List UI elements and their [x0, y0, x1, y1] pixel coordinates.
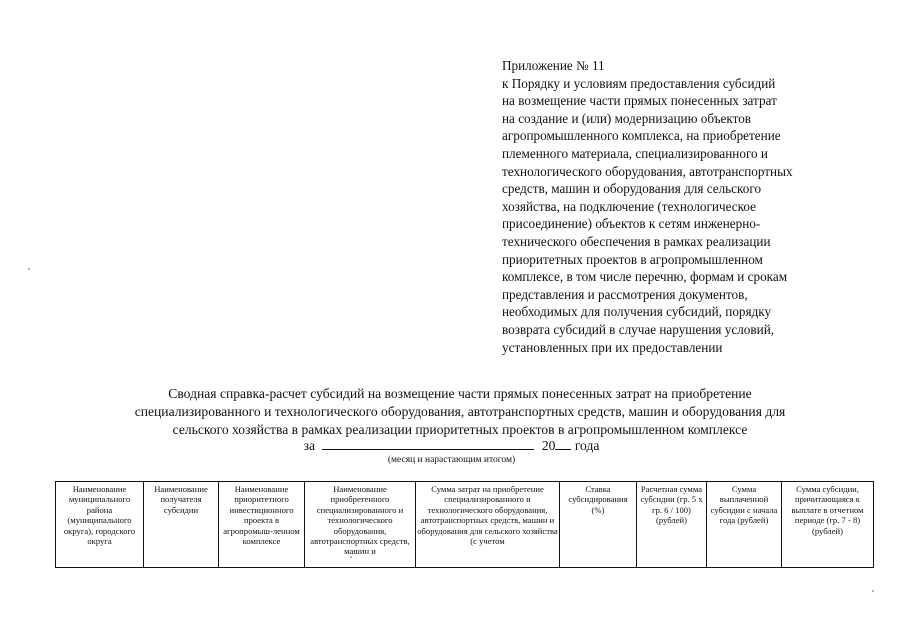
appendix-line: приоритетных проектов в агропромышленном [502, 251, 763, 267]
appendix-line: присоединение) объектов к сетям инженерно- [502, 216, 761, 232]
appendix-line: племенного материала, специализированного и [502, 145, 768, 161]
col-header-due-sum: Сумма субсидии, причитающаяся к выплате в отчетном периоде (гр. 7 - 8) (рублей) [782, 482, 874, 568]
reporting-period [0, 437, 903, 454]
appendix-block [502, 57, 862, 356]
col-header-costs: Сумма затрат на приобретение специализированного и технологического оборудования, автотранспортных средств, машин и оборудования для сельского хозяйства (с учетом [416, 482, 560, 568]
appendix-line: технического обеспечения в рамках реализации [502, 233, 771, 249]
col-header-recipient: Наименование получателя субсидии [144, 482, 219, 568]
appendix-number: Приложение № 11 [502, 58, 605, 73]
table-header-row [56, 482, 874, 568]
title-line: сельского хозяйства в рамках реализации приоритетных проектов в агропромышленном комплексе [172, 421, 748, 437]
appendix-line: хозяйства, на подключение (технологическое [502, 198, 756, 214]
subsidy-table [55, 481, 874, 568]
appendix-line: технологического оборудования, автотранспортных [502, 163, 793, 179]
appendix-line: на возмещение части прямых понесенных затрат [502, 93, 777, 109]
appendix-line: возврата субсидий в случае нарушения условий, [502, 321, 775, 337]
appendix-line: средств, машин и оборудования для сельского [502, 181, 762, 197]
scan-speck [872, 590, 874, 592]
document-title [40, 385, 880, 438]
title-line: специализированного и технологического оборудования, автотранспортных средств, машин и оборудования для [134, 403, 786, 419]
scan-speck [28, 268, 30, 270]
period-year-prefix: 20 [541, 438, 556, 453]
col-header-calculated-sum: Расчетная сумма субсидии (гр. 5 х гр. 6 / 100) (рублей) [637, 482, 707, 568]
period-suffix: года [574, 438, 600, 453]
period-month-blank [322, 437, 534, 450]
title-line: Сводная справка-расчет субсидий на возмещение части прямых понесенных затрат на приобретение [168, 386, 752, 401]
appendix-line: комплексе, в том числе перечню, формам и срокам [502, 269, 788, 285]
col-header-district: Наименование муниципального района (муниципального округа), городского округа [56, 482, 144, 568]
appendix-line: агропромышленного комплекса, на приобретение [502, 128, 781, 144]
appendix-line: установленных при их предоставлении [502, 339, 723, 355]
appendix-line: на создание и (или) модернизацию объектов [502, 110, 752, 126]
period-year-blank [555, 437, 571, 450]
period-prefix: за [303, 438, 315, 453]
period-hint: (месяц и нарастающим итогом) [387, 455, 516, 465]
scan-speck [350, 556, 352, 558]
col-header-rate: Ставка субсидирования (%) [560, 482, 637, 568]
appendix-line: необходимых для получения субсидий, порядку [502, 304, 772, 320]
appendix-line: представления и рассмотрения документов, [502, 286, 748, 302]
col-header-paid-sum: Сумма выплаченной субсидии с начала года (рублей) [707, 482, 782, 568]
col-header-equipment: Наименование приобретенного специализированного и технологического оборудования, автотранспортных средств, машин и [305, 482, 416, 568]
appendix-line: к Порядку и условиям предоставления субсидий [502, 75, 776, 91]
col-header-project: Наименование приоритетного инвестиционного проекта в агропромыш-ленном комплексе [219, 482, 305, 568]
